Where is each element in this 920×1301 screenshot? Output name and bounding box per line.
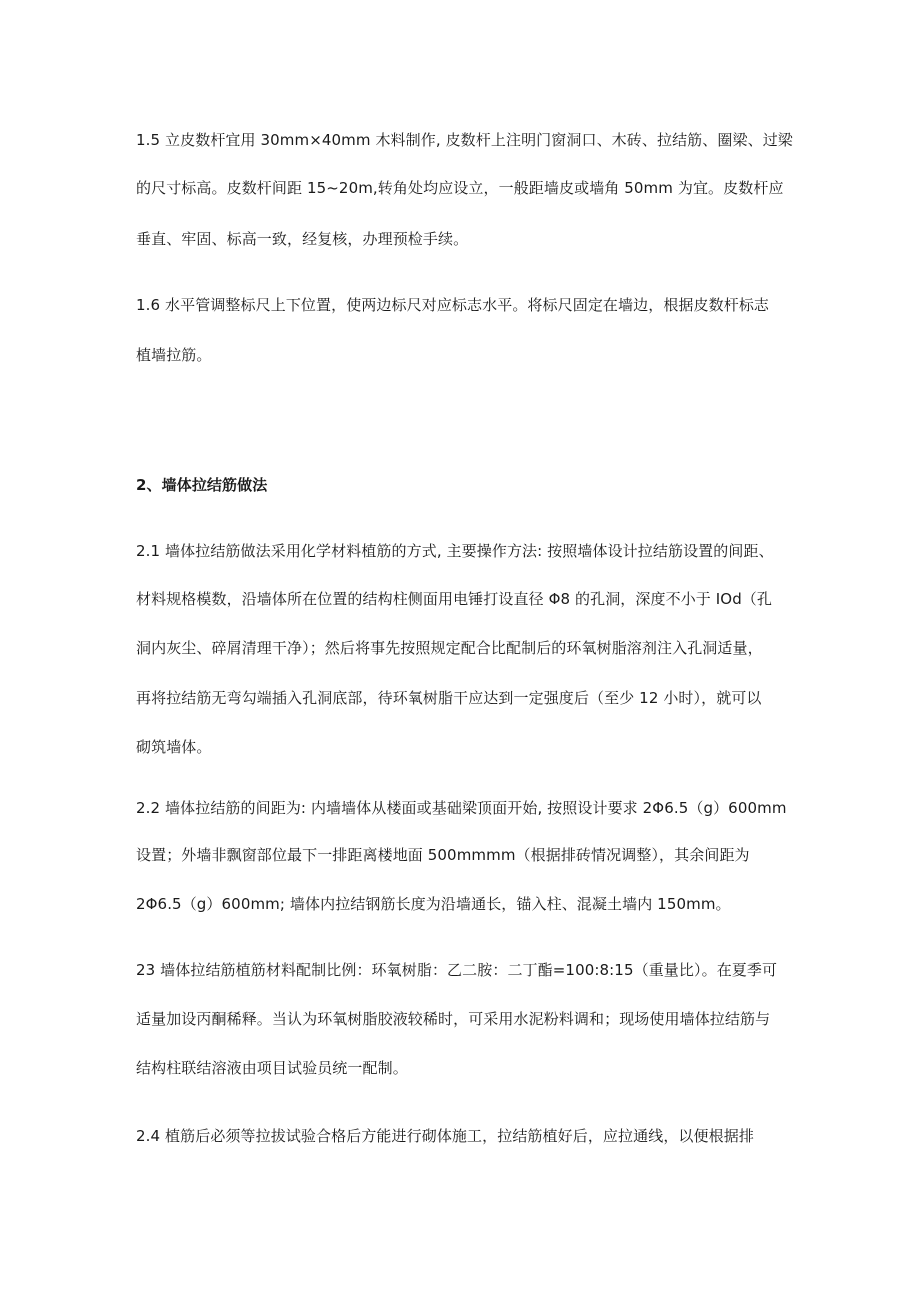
paragraph-2-1-line-4: 再将拉结筋无弯勾端插入孔洞底部，待环氧树脂干应达到一定强度后（至少 12 小时），就可以 xyxy=(136,689,762,707)
paragraph-2-1-line-3: 洞内灰尘、碎屑清理干净）；然后将事先按照规定配合比配制后的环氧树脂溶剂注入孔洞适量， xyxy=(136,639,763,657)
paragraph-1-6-line-1: 1.6 水平管调整标尺上下位置，使两边标尺对应标志水平。将标尺固定在墙边，根据皮数杆标志 xyxy=(136,296,770,314)
paragraph-1-5-line-1: 1.5 立皮数杆宜用 30mm×40mm 木料制作, 皮数杆上注明门窗洞口、木砖、拉结筋、圈梁、过梁 xyxy=(136,131,793,149)
section-2-heading: 2、墙体拉结筋做法 xyxy=(136,476,268,494)
paragraph-1-5-line-3: 垂直、牢固、标高一致，经复核，办理预检手续。 xyxy=(136,230,469,248)
paragraph-2-1-line-1: 2.1 墙体拉结筋做法采用化学材料植筋的方式, 主要操作方法: 按照墙体设计拉结筋设置的间距、 xyxy=(136,542,774,560)
paragraph-2-4-line-1: 2.4 植筋后必须等拉拔试验合格后方能进行砌体施工，拉结筋植好后，应拉通线，以便根据排 xyxy=(136,1127,754,1145)
paragraph-2-1-line-5: 砌筑墙体。 xyxy=(136,738,212,756)
paragraph-2-2-line-2: 设置；外墙非飘窗部位最下一排距离楼地面 500mmmm（根据排砖情况调整），其余间距为 xyxy=(136,846,750,864)
paragraph-2-1-line-2: 材料规格模数，沿墙体所在位置的结构柱侧面用电锤打设直径 Φ8 的孔洞，深度不小于 IOd（孔 xyxy=(136,590,773,608)
paragraph-2-2-line-3: 2Φ6.5（g）600mm; 墙体内拉结钢筋长度为沿墙通长，锚入柱、混凝土墙内 150mm。 xyxy=(136,895,731,913)
paragraph-2-3-line-1: 23 墙体拉结筋植筋材料配制比例：环氧树脂：乙二胺：二丁酯=100:8:15（重量比）。在夏季可 xyxy=(136,961,778,979)
paragraph-2-3-line-3: 结构柱联结溶液由项目试验员统一配制。 xyxy=(136,1059,408,1077)
paragraph-1-5-line-2: 的尺寸标高。皮数杆间距 15~20m,转角处均应设立，一般距墙皮或墙角 50mm 为宜。皮数杆应 xyxy=(136,179,784,197)
paragraph-2-3-line-2: 适量加设丙酮稀释。当认为环氧树脂胶液较稀时，可采用水泥粉料调和；现场使用墙体拉结筋与 xyxy=(136,1010,771,1028)
paragraph-1-6-line-2: 植墙拉筋。 xyxy=(136,346,212,364)
paragraph-2-2-line-1: 2.2 墙体拉结筋的间距为: 内墙墙体从楼面或基础梁顶面开始, 按照设计要求 2Φ6.5（g）600mm xyxy=(136,799,787,817)
